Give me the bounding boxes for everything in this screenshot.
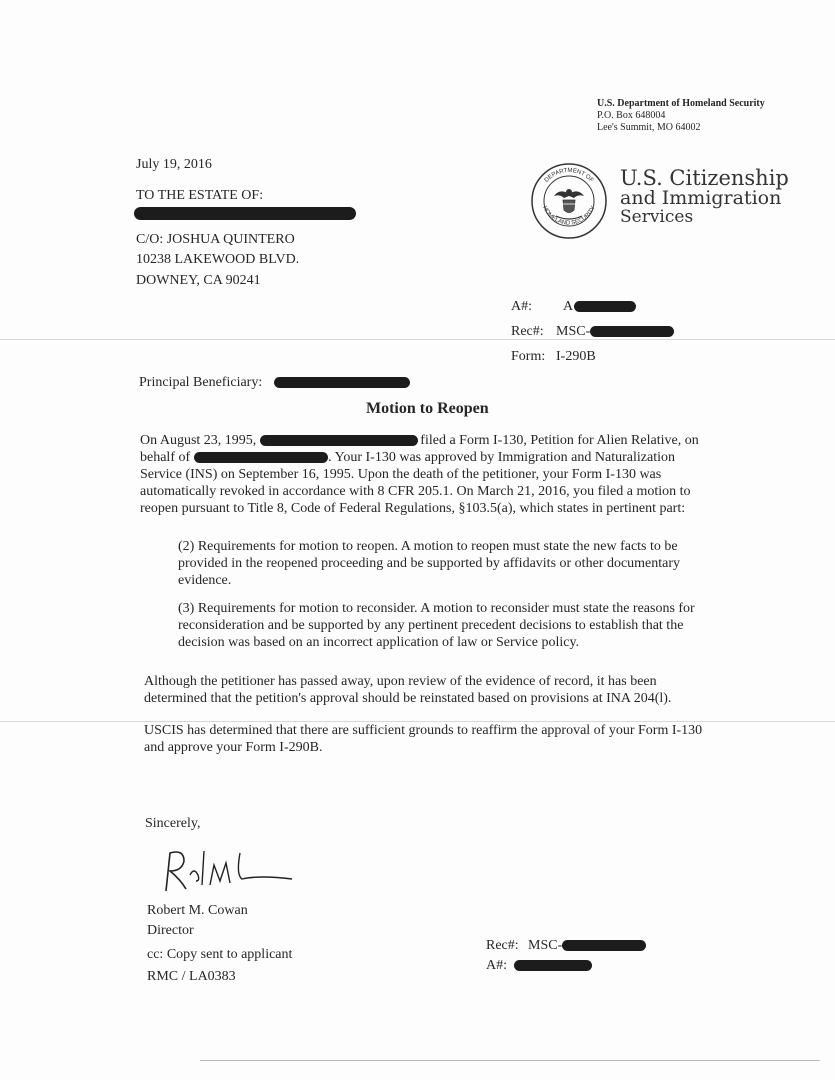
- addressee-city: DOWNEY, CA 90241: [136, 273, 261, 288]
- footer-rec-row: [486, 937, 646, 954]
- footer-a-label: A#:: [486, 958, 507, 973]
- addressee-street: 10238 LAKEWOOD BLVD.: [136, 252, 300, 267]
- agency-logo-line3: Services: [620, 207, 694, 227]
- a-number-row: [511, 298, 636, 315]
- agency-address: [597, 98, 765, 134]
- paragraph-2: Although the petitioner has passed away, upon review of the evidence of record, it has been determined that the petition's approval should be reinstated based on provisions at INA 204(l).: [144, 674, 672, 706]
- seal-text-top: DEPARTMENT OF: [543, 167, 595, 184]
- signer-name: Robert M. Cowan: [147, 903, 248, 918]
- salutation: Sincerely,: [145, 816, 201, 831]
- signature: [160, 845, 300, 895]
- beneficiary-label: Principal Beneficiary:: [139, 375, 263, 390]
- addressee-co-line: C/O: JOSHUA QUINTERO: [136, 232, 295, 247]
- reference-code: RMC / LA0383: [147, 969, 236, 984]
- a-number-label: A#:: [511, 299, 532, 314]
- redacted-beneficiary-name: [194, 452, 328, 463]
- letter-title: Motion to Reopen: [366, 400, 489, 417]
- redacted-rec-number: [590, 326, 674, 337]
- form-row: [511, 348, 596, 365]
- rec-number-prefix: MSC-: [556, 324, 591, 339]
- scan-line-top: [0, 339, 835, 340]
- paragraph-3: USCIS has determined that there are sufficient grounds to reaffirm the approval of your Form I-130 and approve your Form I-290B.: [144, 723, 703, 755]
- redacted-a-number: [574, 301, 636, 312]
- cc-line: cc: Copy sent to applicant: [147, 947, 293, 962]
- rec-number-label: Rec#:: [511, 324, 544, 339]
- beneficiary-row: [139, 374, 410, 391]
- dhs-seal-icon: [530, 162, 608, 240]
- rec-number-row: [511, 323, 674, 340]
- redacted-footer-rec: [562, 940, 646, 951]
- agency-city: Lee's Summit, MO 64002: [597, 122, 701, 133]
- paragraph-1: On August 23, 1995, filed a Form I-130, Petition for Alien Relative, on behalf of . Your I-130 was approved by Immigration and Naturalization Service (INS) on September 16, 1995. Upon the death of the petitioner, your Form I-130 was automatically revoked in accordance with 8 CFR 205.1. On March 21, 2016, you filed a motion to reopen pursuant to Title 8, Code of Federal Regulations, §103.5(a), which states in pertinent part:: [140, 433, 699, 516]
- a-number-prefix: A: [563, 299, 574, 314]
- letter-date: July 19, 2016: [136, 157, 212, 172]
- agency-logo-text: [620, 168, 789, 227]
- agency-logo-line1: U.S. Citizenship: [620, 166, 789, 190]
- quote-motion-reopen: (2) Requirements for motion to reopen. A motion to reopen must state the new facts to be provided in the reopened proceeding and be supported by affidavits or other documentary evidence.: [178, 539, 681, 588]
- redacted-beneficiary: [274, 377, 410, 388]
- redacted-footer-a: [514, 960, 592, 971]
- quote-motion-reconsider: (3) Requirements for motion to reconsider. A motion to reconsider must state the reasons for reconsideration and be supported by any pertinent precedent decisions to establish that the decision was based on an incorrect application of law or Service policy.: [178, 601, 695, 650]
- department-name: U.S. Department of Homeland Security: [597, 98, 765, 109]
- form-label: Form:: [511, 349, 546, 364]
- form-value: I-290B: [556, 349, 596, 364]
- po-box: P.O. Box 648004: [597, 110, 666, 121]
- footer-a-row: [486, 957, 592, 974]
- scan-line-bottom: [200, 1060, 820, 1061]
- footer-rec-prefix: MSC-: [528, 938, 563, 953]
- seal-text-bottom: HOMELAND SECURITY: [541, 205, 597, 227]
- footer-rec-label: Rec#:: [486, 938, 519, 953]
- agency-logo-line2: and Immigration: [620, 187, 782, 209]
- redacted-estate-name: [134, 207, 356, 220]
- redacted-petitioner: [260, 435, 418, 446]
- signer-position: Director: [147, 923, 194, 938]
- addressee-to-line: TO THE ESTATE OF:: [136, 188, 264, 203]
